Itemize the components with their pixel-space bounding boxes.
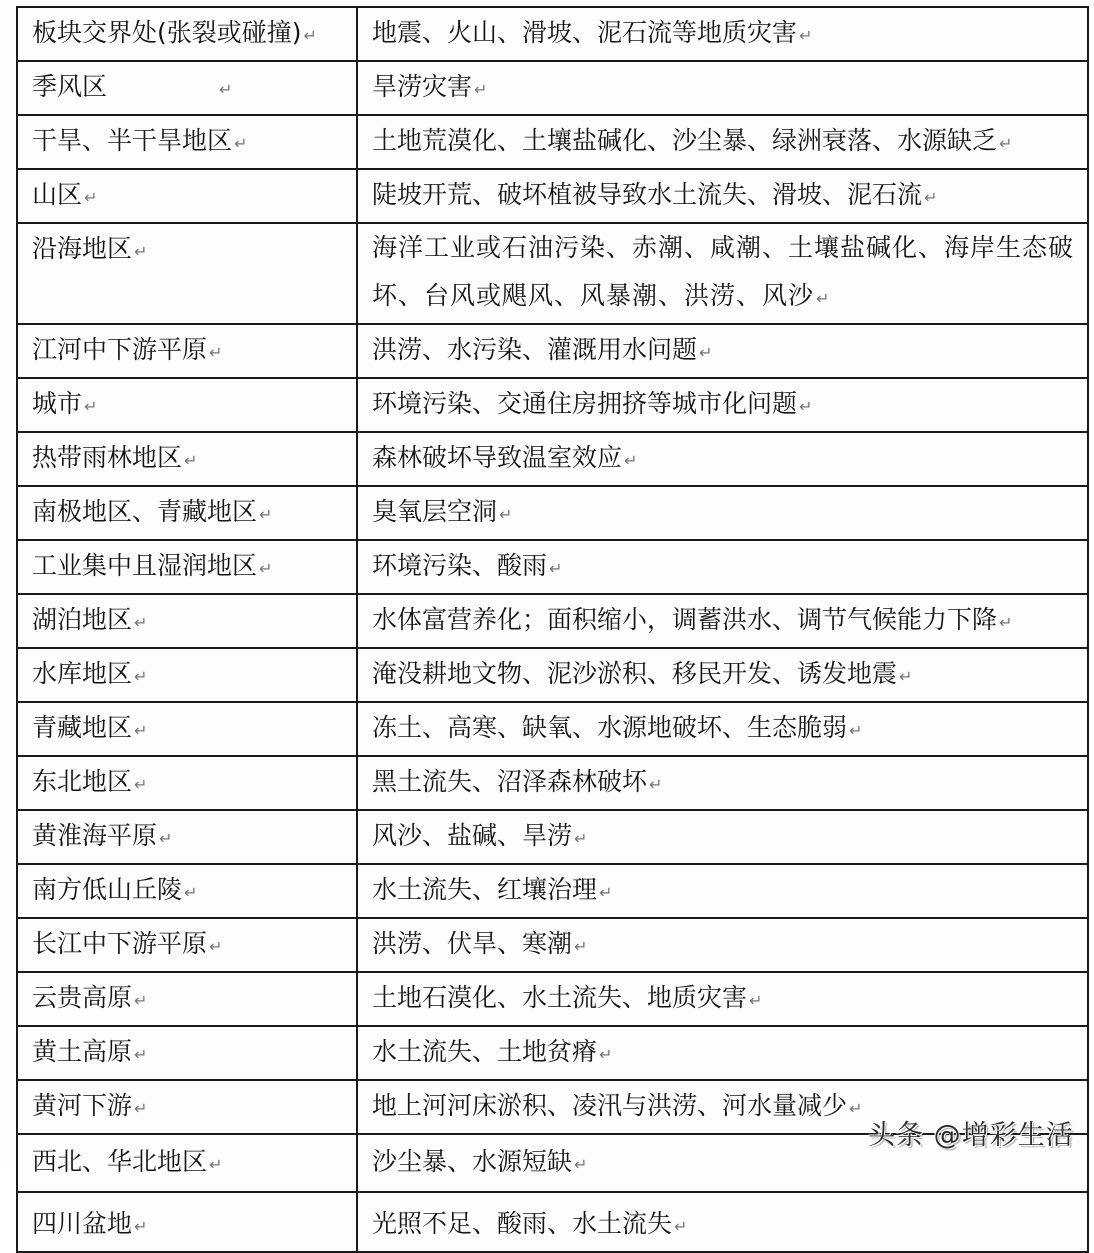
issue-cell: 黑土流失、沼泽森林破坏 ↵ — [357, 756, 1088, 810]
table-row — [17, 223, 1088, 324]
issue-cell: 水体富营养化；面积缩小，调蓄洪水、调节气候能力下降 ↵ — [357, 594, 1088, 648]
paragraph-mark-icon: ↵ — [599, 883, 613, 902]
issue-cell: 臭氧层空洞 ↵ — [357, 486, 1088, 540]
table-row — [17, 918, 1088, 972]
region-cell: 干旱、半干旱地区 ↵ — [17, 115, 357, 169]
table-row — [17, 756, 1088, 810]
table-row — [17, 702, 1088, 756]
table-row — [17, 1192, 1088, 1252]
paragraph-mark-icon: ↵ — [134, 1099, 148, 1118]
paragraph-mark-icon: ↵ — [234, 134, 248, 153]
paragraph-mark-icon: ↵ — [849, 721, 863, 740]
paragraph-mark-icon: ↵ — [649, 775, 663, 794]
table-row — [17, 648, 1088, 702]
paragraph-mark-icon: ↵ — [924, 188, 938, 207]
table-row — [17, 115, 1088, 169]
paragraph-mark-icon: ↵ — [134, 775, 148, 794]
table-row — [17, 864, 1088, 918]
paragraph-mark-icon: ↵ — [84, 188, 98, 207]
paragraph-mark-icon: ↵ — [209, 937, 223, 956]
paragraph-mark-icon: ↵ — [574, 829, 588, 848]
region-cell: 黄河下游 ↵ — [17, 1080, 357, 1134]
paragraph-mark-icon: ↵ — [799, 26, 813, 45]
table-row — [17, 61, 1088, 115]
paragraph-mark-icon: ↵ — [799, 397, 813, 416]
issue-cell: 冻土、高寒、缺氧、水源地破坏、生态脆弱 ↵ — [357, 702, 1088, 756]
table-row — [17, 540, 1088, 594]
paragraph-mark-icon: ↵ — [999, 134, 1013, 153]
paragraph-mark-icon: ↵ — [134, 991, 148, 1010]
paragraph-mark-icon: ↵ — [549, 559, 563, 578]
region-cell: 湖泊地区 ↵ — [17, 594, 357, 648]
issue-cell: 森林破坏导致温室效应 ↵ — [357, 432, 1088, 486]
table-row — [17, 7, 1088, 61]
paragraph-mark-icon: ↵ — [474, 80, 488, 99]
region-cell: 季风区 ↵ — [17, 61, 357, 115]
issue-cell: 淹没耕地文物、泥沙淤积、移民开发、诱发地震 ↵ — [357, 648, 1088, 702]
paragraph-mark-icon: ↵ — [134, 1217, 148, 1236]
paragraph-mark-icon: ↵ — [209, 343, 223, 362]
paragraph-mark-icon: ↵ — [134, 1045, 148, 1064]
issue-cell: 陡坡开荒、破坏植被导致水土流失、滑坡、泥石流 ↵ — [357, 169, 1088, 223]
paragraph-mark-icon: ↵ — [209, 1155, 223, 1174]
table-row — [17, 169, 1088, 223]
regional-environment-issues-table — [16, 6, 1089, 1253]
paragraph-mark-icon: ↵ — [159, 829, 173, 848]
paragraph-mark-icon: ↵ — [259, 559, 273, 578]
region-cell: 沿海地区 ↵ — [17, 223, 357, 324]
issue-cell: 旱涝灾害 ↵ — [357, 61, 1088, 115]
region-cell: 长江中下游平原 ↵ — [17, 918, 357, 972]
paragraph-mark-icon: ↵ — [259, 505, 273, 524]
region-cell: 南极地区、青藏地区 ↵ — [17, 486, 357, 540]
paragraph-mark-icon: ↵ — [999, 613, 1013, 632]
paragraph-mark-icon: ↵ — [624, 451, 638, 470]
issue-cell: 沙尘暴、水源短缺 ↵ — [357, 1134, 1088, 1192]
paragraph-mark-icon: ↵ — [134, 667, 148, 686]
table-row — [17, 972, 1088, 1026]
table-row — [17, 594, 1088, 648]
paragraph-mark-icon: ↵ — [849, 1099, 863, 1118]
region-cell: 水库地区 ↵ — [17, 648, 357, 702]
region-cell: 西北、华北地区 ↵ — [17, 1134, 357, 1192]
issue-cell: 地震、火山、滑坡、泥石流等地质灾害 ↵ — [357, 7, 1088, 61]
region-cell: 黄土高原 ↵ — [17, 1026, 357, 1080]
issue-cell: 环境污染、酸雨 ↵ — [357, 540, 1088, 594]
paragraph-mark-icon: ↵ — [134, 721, 148, 740]
paragraph-mark-icon: ↵ — [574, 937, 588, 956]
issue-cell: 地上河河床淤积、凌汛与洪涝、河水量减少 ↵ — [357, 1080, 1088, 1134]
region-cell: 板块交界处(张裂或碰撞) ↵ — [17, 7, 357, 61]
issue-cell: 洪涝、伏旱、寒潮 ↵ — [357, 918, 1088, 972]
region-cell: 热带雨林地区 ↵ — [17, 432, 357, 486]
region-cell: 云贵高原 ↵ — [17, 972, 357, 1026]
table-row — [17, 432, 1088, 486]
issue-cell: 风沙、盐碱、旱涝 ↵ — [357, 810, 1088, 864]
issue-cell: 土地石漠化、水土流失、地质灾害 ↵ — [357, 972, 1088, 1026]
paragraph-mark-icon: ↵ — [184, 451, 198, 470]
region-cell: 城市 ↵ — [17, 378, 357, 432]
issue-cell: 光照不足、酸雨、水土流失 ↵ — [357, 1192, 1088, 1252]
issue-cell: 水土流失、土地贫瘠 ↵ — [357, 1026, 1088, 1080]
paragraph-mark-icon: ↵ — [674, 1217, 688, 1236]
issue-cell: 洪涝、水污染、灌溉用水问题 ↵ — [357, 324, 1088, 378]
issue-cell: 水土流失、红壤治理 ↵ — [357, 864, 1088, 918]
paragraph-mark-icon: ↵ — [499, 505, 513, 524]
table-row — [17, 324, 1088, 378]
region-cell: 山区 ↵ — [17, 169, 357, 223]
issue-cell: 海洋工业或石油污染、赤潮、咸潮、土壤盐碱化、海岸生态破坏、台风或飓风、风暴潮、洪涝、风沙 ↵ — [357, 223, 1088, 324]
paragraph-mark-icon: ↵ — [699, 343, 713, 362]
table-row — [17, 810, 1088, 864]
region-cell: 南方低山丘陵 ↵ — [17, 864, 357, 918]
paragraph-mark-icon: ↵ — [749, 991, 763, 1010]
paragraph-mark-icon: ↵ — [899, 667, 913, 686]
watermark: 头条 @增彩生活 — [868, 1120, 1074, 1151]
region-cell: 青藏地区 ↵ — [17, 702, 357, 756]
paragraph-mark-icon: ↵ — [816, 289, 831, 308]
paragraph-mark-icon: ↵ — [574, 1155, 588, 1174]
table-row — [17, 486, 1088, 540]
issue-cell: 土地荒漠化、土壤盐碱化、沙尘暴、绿洲衰落、水源缺乏 ↵ — [357, 115, 1088, 169]
paragraph-mark-icon: ↵ — [599, 1045, 613, 1064]
region-cell: 工业集中且湿润地区 ↵ — [17, 540, 357, 594]
region-cell: 东北地区 ↵ — [17, 756, 357, 810]
paragraph-mark-icon: ↵ — [303, 26, 317, 45]
issue-cell: 环境污染、交通住房拥挤等城市化问题 ↵ — [357, 378, 1088, 432]
paragraph-mark-icon: ↵ — [134, 613, 148, 632]
paragraph-mark-icon: ↵ — [184, 883, 198, 902]
table-row — [17, 1026, 1088, 1080]
region-cell: 江河中下游平原 ↵ — [17, 324, 357, 378]
paragraph-mark-icon: ↵ — [219, 80, 233, 99]
table-row — [17, 378, 1088, 432]
paragraph-mark-icon: ↵ — [134, 242, 148, 261]
paragraph-mark-icon: ↵ — [84, 397, 98, 416]
region-cell: 四川盆地 ↵ — [17, 1192, 357, 1252]
region-cell: 黄淮海平原 ↵ — [17, 810, 357, 864]
